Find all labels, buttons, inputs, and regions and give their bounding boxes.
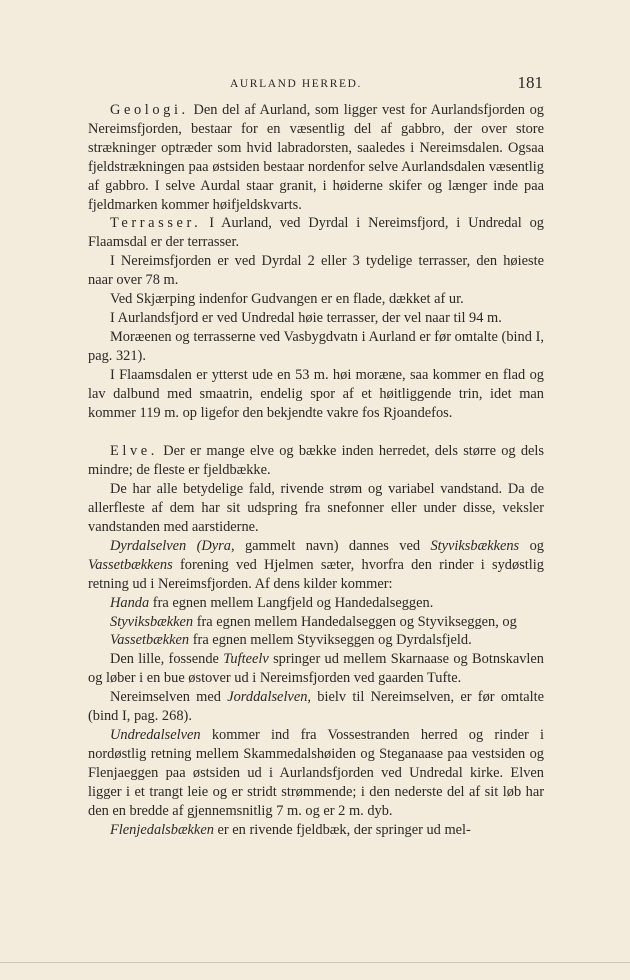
scan-edge-divider [0, 962, 630, 963]
paragraph-text: Den del af Aurland, som ligger vest for Aurlandsfjorden og Nereimsfjorden, bestaar for en væsentlig del af gabbro, der over store strækninger optræder som hvid labradorsten, saaledes i Nereimsdalen. Ogsaa fjeldstrækningen paa østsiden bestaar nordenfor selve Aurlandsdalen væsentlig af gabbro. I selve Aurdal staar granit, i høiderne skifer og længer inde paa fjeldmarken kommer høifjeldskvarts. [88, 102, 544, 213]
paragraph-terrasser [88, 214, 544, 252]
paragraph-text: fra egnen mellem Styvikseggen og Dyrdalsfjeld. [189, 632, 472, 649]
river-name: Handa [110, 594, 150, 611]
paragraph-text: og [519, 537, 544, 554]
paragraph-undredalselven [88, 726, 544, 821]
paragraph: Ved Skjærping indenfor Gudvangen er en flade, dækket af ur. [110, 291, 464, 308]
section-heading-elve: Elve. [110, 443, 158, 460]
paragraph-vassetbaekken [88, 631, 544, 650]
river-name: Vassetbækken [110, 632, 190, 649]
body-text [88, 101, 544, 839]
paragraph-text: gammelt navn) dannes ved [234, 537, 431, 554]
paragraph-tufteelv [88, 650, 544, 688]
paragraph-text: kommer ind fra Vossestranden herred og rinder i nordøstlig retning mellem Skammedalshøiden og Steganaase paa vestsiden og Flenjaeggen paa østsiden ud i Aurlandsfjorden ved Undredal kirke. Elven ligger i et trangt leie og er stridt strømmende; i den nederste del af sit løb har den en bredde af gjennemsnitlig 7 m. og er 2 m. dyb. [88, 727, 544, 819]
paragraph-text: fra egnen mellem Handedalseggen og Styvikseggen, og [193, 613, 517, 630]
section-heading-terrasser: Terrasser. [110, 215, 202, 232]
paragraph-text: bielv til Nereimselven, er før omtalte (bind I, pag. 268). [88, 689, 544, 725]
page-header [85, 73, 545, 97]
paragraph: De har alle betydelige fald, rivende strøm og variabel vandstand. Da de allerfleste af dem har sit udspring fra snefonner eller under disse, veksler vandstanden med aarstiderne. [88, 481, 544, 536]
paragraph-text: er en rivende fjeldbæk, der springer ud mel- [213, 821, 471, 838]
river-name: Styviksbækkens [430, 537, 520, 554]
river-name: Undredalselven [110, 727, 201, 743]
paragraph-geologi [88, 101, 544, 214]
paragraph: I Aurlandsfjord er ved Undredal høie terrasser, der vel naar til 94 m. [110, 309, 502, 326]
paragraph-dyrdalselven [88, 537, 544, 594]
river-name: Styviksbækken [110, 613, 194, 630]
river-name: Vassetbækkens [88, 556, 173, 573]
river-name: Jorddalselven, [227, 689, 312, 706]
paragraph-text: springer ud mellem Skarnaase og Botnskavlen og løber i en bue østover ud i Nereimsfjorden ved gaarden Tufte. [88, 651, 544, 687]
paragraph-flenjedalsbaekken [88, 821, 544, 840]
paragraph-text: fra egnen mellem Langfjeld og Handedalseggen. [149, 594, 434, 611]
paragraph-text: I Aurland, ved Dyrdal i Nereimsfjord, i Undredal og Flaamsdal er der terrasser. [88, 215, 544, 251]
paragraph: I Flaamsdalen er ytterst ude en 53 m. høi moræne, saa kommer en flad og lav dalbund med smaatrin, endelig spor af et høitliggende trin, idet man kommer 119 m. op ligefor den bekjendte vakre fos Rjoandefos. [88, 366, 544, 421]
paragraph-nereimselven [88, 688, 544, 726]
paragraph-text: Den lille, fossende [110, 651, 224, 668]
paragraph: I Nereimsfjorden er ved Dyrdal 2 eller 3 tydelige terrasser, den høieste naar over 78 m. [88, 253, 544, 289]
paragraph-text: forening ved Hjelmen sæter, hvorfra den rinder i sydøstlig retning ud i Nereimsfjorden. Af dens kilder kommer: [88, 556, 544, 592]
page-number: 181 [517, 73, 543, 92]
paragraph-handa [88, 594, 544, 613]
paragraph-styviksbaekken [88, 613, 544, 632]
paragraph-text: Nereimselven med [110, 689, 228, 706]
paragraph-text: Der er mange elve og bække inden herredet, dels større og dels mindre; de fleste er fjeldbække. [88, 443, 544, 479]
river-name: Dyrdalselven (Dyra, [110, 537, 235, 554]
section-heading-geologi: Geologi. [110, 102, 189, 118]
river-name: Flenjedalsbækken [110, 821, 214, 838]
river-name: Tufteelv [223, 651, 269, 668]
paragraph-elve [88, 442, 544, 480]
paragraph: Moræenen og terrasserne ved Vasbygdvatn i Aurland er før omtalte (bind I, pag. 321). [88, 328, 544, 364]
running-title: AURLAND HERRED. [230, 78, 362, 90]
